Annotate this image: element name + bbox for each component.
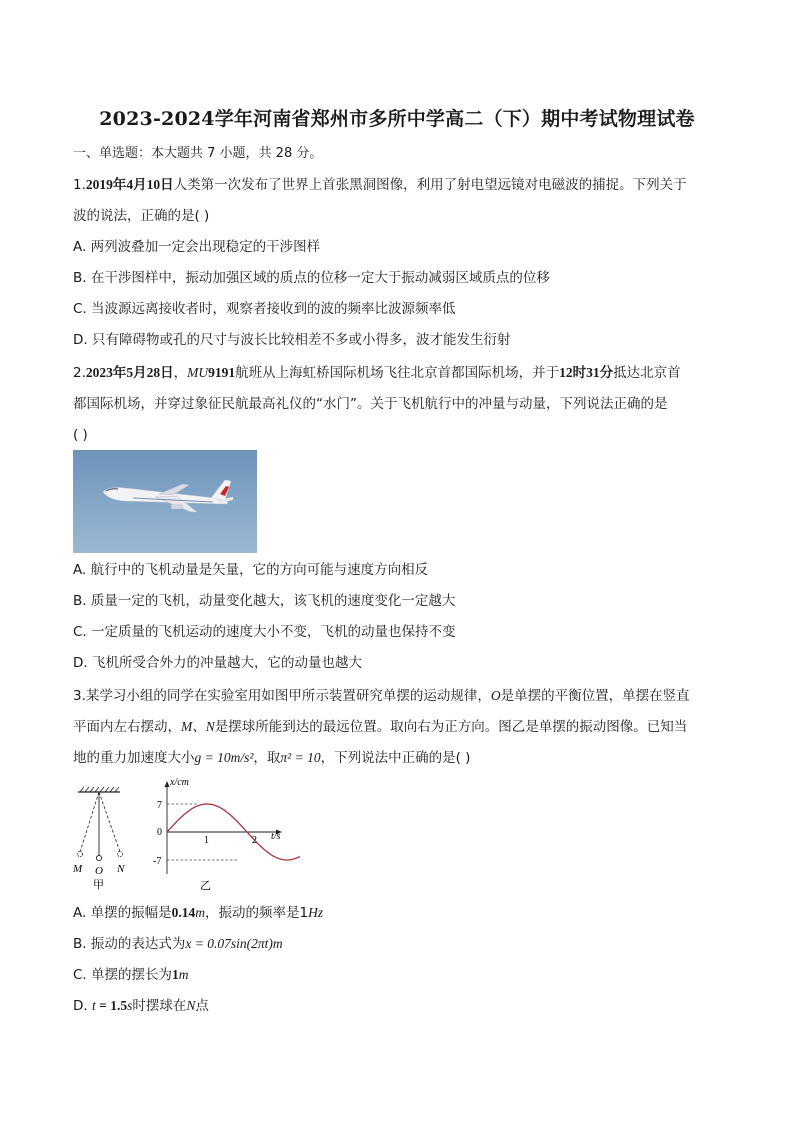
pendulum-diagram [77, 787, 122, 861]
tick-7: 7 [157, 800, 162, 811]
label-n: N [117, 863, 125, 875]
q1-stem-line1 [73, 176, 687, 194]
airplane-photo [73, 450, 257, 553]
q3-text2b: 是摆球所能到达的最远位置。取向右为正方向。图乙是单摆的振动图像。已知当 [214, 719, 688, 735]
q3a-value2: 1 [299, 905, 309, 921]
q3-stem-line1 [73, 687, 690, 705]
q3-text3a: 地的重力加速度大小 [73, 750, 195, 766]
q3-gravity: g = 10m/s² [194, 750, 254, 765]
q3d-unit: s [127, 998, 133, 1013]
q3a-value1: 0.14 [171, 905, 196, 920]
q3-stem-line2 [73, 718, 687, 736]
page-title: 2023-2024学年河南省郑州市多所中学高二（下）期中考试物理试卷 [99, 108, 695, 130]
q3d-n: N [186, 998, 196, 1013]
q3-text3c: ，下列说法中正确的是( ) [320, 750, 471, 766]
q1-date: 2019年4月10日 [85, 177, 174, 192]
q3-text1a: 某学习小组的同学在实验室用如图甲所示装置研究单摆的运动规律， [85, 688, 491, 704]
q3-option-a [73, 904, 323, 922]
q2-text2: 抵达北京首 [613, 365, 681, 381]
q2-option-a: A. 航行中的飞机动量是矢量，它的方向可能与速度方向相反 [73, 562, 429, 578]
q2-text1: 航班从上海虹桥国际机场飞往北京首都国际机场，并于 [235, 365, 560, 381]
q3-text2a: 平面内左右摆动， [73, 719, 181, 735]
q2-option-b: B. 质量一定的飞机，动量变化越大，该飞机的速度变化一定越大 [73, 593, 456, 609]
q2-number: 2. [73, 365, 86, 381]
q3d-post2: 点 [195, 998, 209, 1014]
q1-option-c: C. 当波源远离接收者时，观察者接收到的波的频率比波源频率低 [73, 301, 456, 317]
q3a-unit2: Hz [308, 905, 324, 920]
q3-option-c [73, 966, 189, 984]
q3c-unit: m [178, 967, 189, 982]
q2-stem-line3: ( ) [73, 427, 88, 443]
q2-time: 12时31分 [559, 365, 614, 380]
q3-points-mn: M、N [181, 719, 215, 734]
y-axis-label: x/cm [170, 777, 189, 788]
q3a-unit1: m [195, 905, 205, 920]
airplane-icon [73, 450, 257, 553]
q3a-mid: ，振动的频率是 [204, 905, 300, 921]
label-jia: 甲 [93, 879, 104, 891]
q1-option-d: D. 只有障碍物或孔的尺寸与波长比较相差不多或小得多，波才能发生衍射 [73, 332, 511, 348]
q2-option-d: D. 飞机所受合外力的冲量越大，它的动量也越大 [73, 655, 362, 671]
tick-0: 0 [157, 827, 162, 838]
q3-number: 3. [73, 688, 86, 704]
q3-text3b: ，取 [253, 750, 281, 766]
q3d-value: = 1.5 [95, 998, 128, 1013]
q1-option-a: A. 两列波叠加一定会出现稳定的干涉图样 [73, 239, 321, 255]
q3d-pre: D. [73, 998, 92, 1014]
q2-comma: ， [173, 365, 188, 381]
label-m: M [73, 863, 83, 875]
q3c-value: 1 [172, 967, 179, 982]
q3-pi-squared: π² = 10 [280, 750, 321, 765]
q1-stem-line2: 波的说法，正确的是( ) [73, 208, 210, 224]
q3-point-o: O [490, 688, 501, 703]
q3b-expression: x = 0.07sin(2πt)m [185, 936, 283, 951]
tick-neg7: -7 [153, 856, 162, 867]
q2-stem-line1 [73, 364, 681, 382]
q3c-pre: C. 单摆的摆长为 [73, 967, 173, 983]
label-yi: 乙 [200, 880, 211, 892]
q3d-post: 时摆球在 [132, 998, 187, 1014]
q3d-t: t [91, 998, 96, 1013]
q2-flight-number: 9191 [208, 365, 236, 380]
q3a-pre: A. 单摆的振幅是 [73, 905, 172, 921]
q3-option-d [73, 997, 209, 1015]
section-heading: 一、单选题：本大题共 7 小题，共 28 分。 [73, 146, 323, 161]
x-axis-label: t/s [271, 831, 281, 842]
tick-2: 2 [252, 835, 257, 846]
vibration-graph [165, 781, 301, 874]
q2-date: 2023年5月28日 [85, 365, 174, 380]
q3-figure [70, 776, 300, 894]
q1-number: 1. [73, 177, 86, 193]
q2-stem-line2: 都国际机场，并穿过象征民航最高礼仪的“水门”。关于飞机航行中的冲量与动量，下列说法正确的是 [73, 396, 668, 412]
q3b-pre: B. 振动的表达式为 [73, 936, 186, 952]
q1-text: 人类第一次发布了世界上首张黑洞图像，利用了射电望远镜对电磁波的捕捉。下列关于 [173, 177, 687, 193]
tick-1: 1 [204, 835, 209, 846]
q1-option-b: B. 在干涉图样中，振动加强区域的质点的位移一定大于振动减弱区域质点的位移 [73, 270, 550, 286]
q2-option-c: C. 一定质量的飞机运动的速度大小不变，飞机的动量也保持不变 [73, 624, 456, 640]
q3-text1b: 是单摆的平衡位置，单摆在竖直 [500, 688, 690, 704]
label-o: O [95, 865, 103, 877]
q2-flight-code: MU [187, 365, 209, 380]
q3-stem-line3 [73, 749, 470, 767]
q3-option-b [73, 935, 283, 953]
